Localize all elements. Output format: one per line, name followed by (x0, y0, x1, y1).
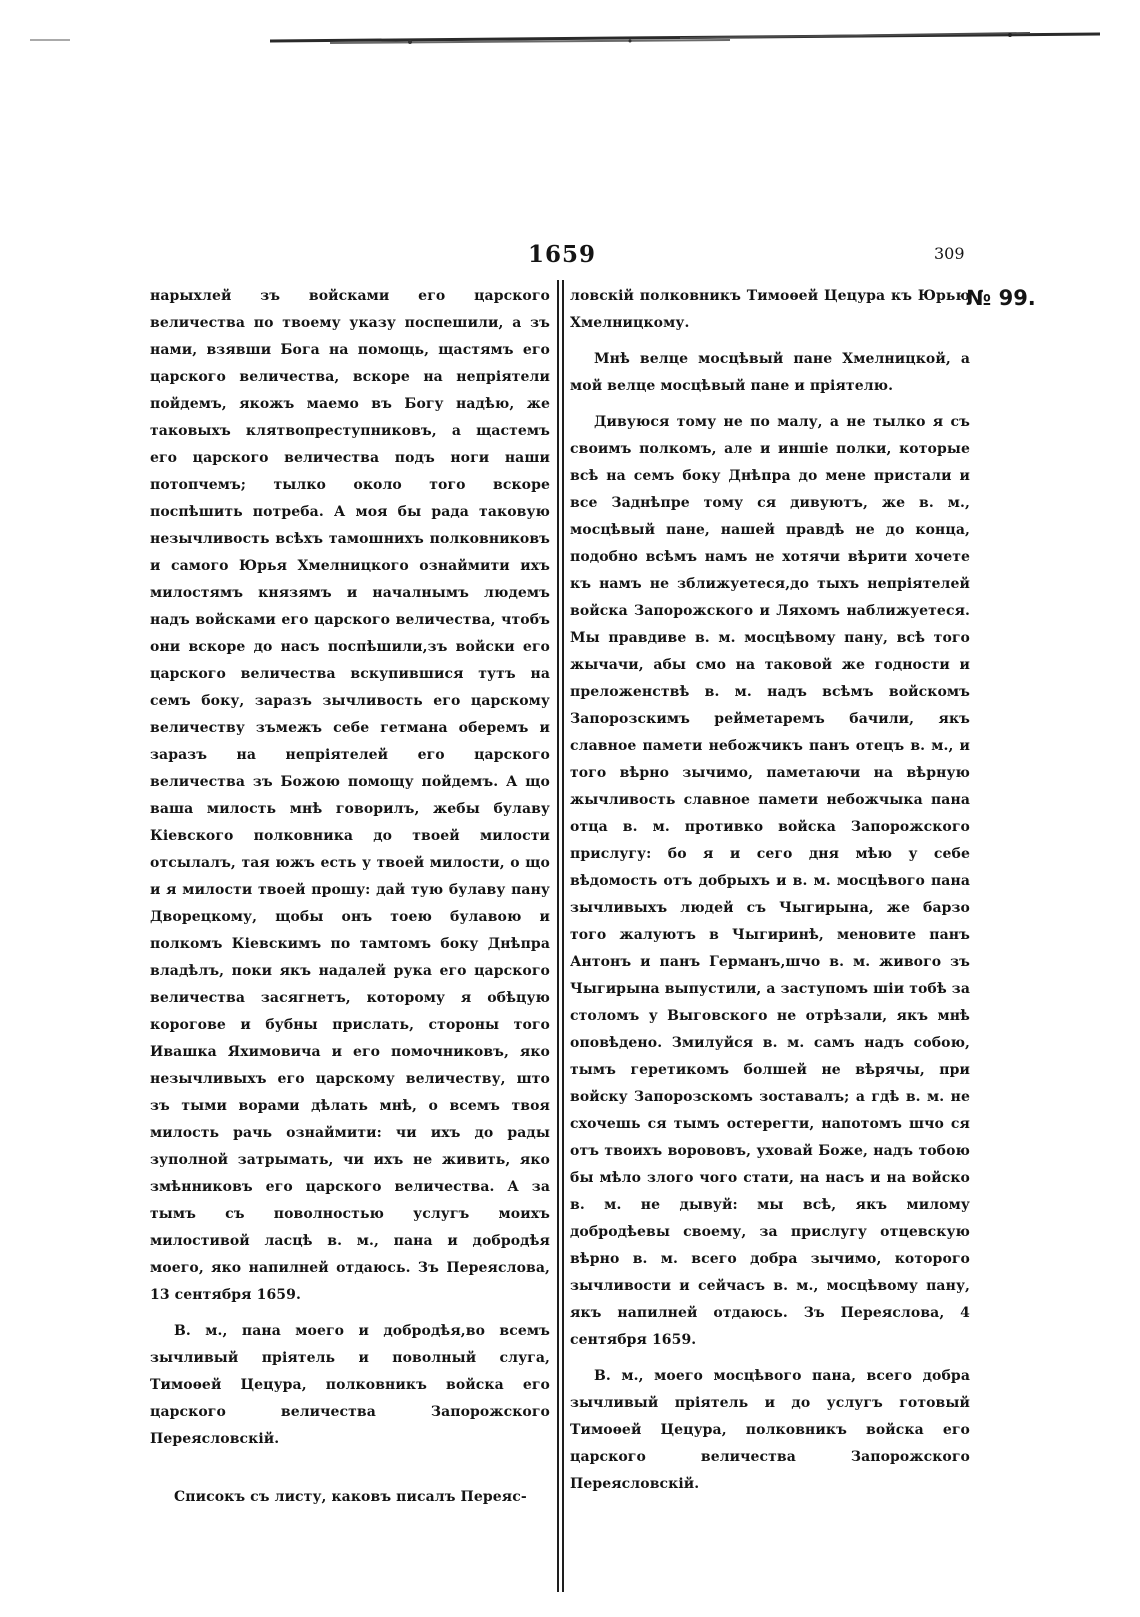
left-paragraph-1: нарыхлей зъ войсками его царского величества по твоему указу поспешили, а зъ нами, взявши Бога на помощь, щастямъ его царского величества, вскоре на непріятели пойдемъ, якожъ маемо въ Богу надѣю, же таковыхъ клятвопреступниковъ, а щастемъ его царского величества подъ ноги наши потопчемъ; тылко около того вскоре поспѣшить потреба. А моя бы рада таковую незычливость всѣхъ тамошнихъ полковниковъ и самого Юрья Хмелницкого ознаймити ихъ милостямъ князямъ и началнымъ людемъ надъ войсками его царского величества, чтобъ они вскоре до насъ поспѣшили,зъ войски его царского величества вскупившися тутъ на семъ боку, заразъ зычливость его царскому величеству зъмежъ себе гетмана оберемъ и заразъ на непріятелей его царского величества зъ Божою помощу пойдемъ. А що ваша милость мнѣ говорилъ, жебы булаву Кіевского полковника до твоей милости отсылалъ, тая южъ есть у твоей милости, о що и я милости твоей прошу: дай тую булаву пану Дворецкому, щобы онъ тоею булавою и полкомъ Кіевскимъ по тамтомъ боку Днѣпра владѣлъ, поки якъ надалей рука его царского величества засягнетъ, которому я обѣцую корогове и бубны прислать, стороны того Ивашка Яхимовича и его помочниковъ, яко незычливыхъ его царскому величеству, што зъ тыми ворами дѣлать мнѣ, о всемъ твоя милость рачь ознаймити: чи ихъ до рады зуполной затрымать, чи ихъ не живить, яко змѣнниковъ его царского величества. А за тымъ съ поволностью услугъ моихъ милостивой ласцѣ в. м., пана и добродѣя моего, яко напилней отдаюсь. Зъ Переяслова, 13 сентября 1659. (150, 288, 550, 1303)
left-text-column (150, 283, 550, 1520)
column-divider-line-2 (562, 280, 564, 1592)
left-paragraph-3: Списокъ съ листу, каковъ писалъ Переяс- (174, 1489, 527, 1505)
column-divider-line-1 (557, 280, 559, 1592)
document-number: № 99. (966, 286, 1036, 310)
scan-edge-noise (30, 30, 1100, 50)
left-paragraph-2: В. м., пана моего и добродѣя,во всемъ зычливый пріятель и поволный слуга, Тимоѳей Цецура, полковникъ войска его царского величества Запорожского Переясловскій. (150, 1323, 550, 1447)
right-paragraph-4: В. м., моего мосцѣвого пана, всего добра зычливый пріятель и до услугъ готовый Тимоѳей Цецура, полковникъ войска его царского величества Запорожского Переясловскій. (570, 1368, 970, 1492)
page-number: 309 (934, 244, 965, 263)
right-paragraph-3: Дивуюся тому не по малу, а не тылко я съ своимъ полкомъ, але и иншіе полки, которые всѣ на семъ боку Днѣпра до мене пристали и все Заднѣпре тому ся дивуютъ, же в. м., мосцѣвый пане, нашей правдѣ не до конца, подобно всѣмъ намъ не хотячи вѣрити хочете къ намъ не зближуетеся,до тыхъ непріятелей войска Запорожского и Ляхомъ наближуетеся. Мы правдиве в. м. мосцѣвому пану, всѣ того жычачи, абы смо на таковой же годности и преложенствѣ в. м. надъ всѣмъ войскомъ Запорозскимъ рейметаремъ бачили, якъ славное памети небожчикъ панъ отецъ в. м., и того вѣрно зычимо, паметаючи на вѣрную жычливость славное памети небожчыка пана отца в. м. противко войска Запорожского прислугу: бо я и сего дня мѣю у себе вѣдомость отъ добрыхъ и в. м. мосцѣвого пана зычливыхъ людей съ Чыгирына, же барзо того жалуютъ в Чыгиринѣ, меновите панъ Антонъ и панъ Германъ,шчо в. м. живого зъ Чыгирына выпустили, а заступомъ шіи тобѣ за столомъ у Выговского не отрѣзали, якъ мнѣ оповѣдено. Змилуйся в. м. самъ надъ собою, тымъ геретикомъ болшей не вѣрячы, при войску Запорозскомъ зоставалъ; а гдѣ в. м. не схочешь ся тымъ остерегти, напотомъ шчо ся отъ твоихъ ворововъ, уховай Боже, надъ тобою бы мѣло злого чого стати, на насъ и на войско в. м. не дывуй: мы всѣ, якъ милому добродѣевы своему, за прислугу отцевскую вѣрно в. м. всего добра зычимо, которого зычливости и сейчасъ в. м., мосцѣвому пану, якъ напилней отдаюсь. Зъ Переяслова, 4 сентября 1659. (570, 414, 970, 1348)
right-paragraph-1: ловскій полковникъ Тимоѳей Цецура къ Юрью Хмелницкому. (570, 288, 970, 331)
right-paragraph-2: Мнѣ велце мосцѣвый пане Хмелницкой, а мой велце мосцѣвый пане и пріятелю. (570, 351, 970, 394)
page-year-heading: 1659 (528, 241, 597, 268)
right-text-column (570, 283, 970, 1507)
